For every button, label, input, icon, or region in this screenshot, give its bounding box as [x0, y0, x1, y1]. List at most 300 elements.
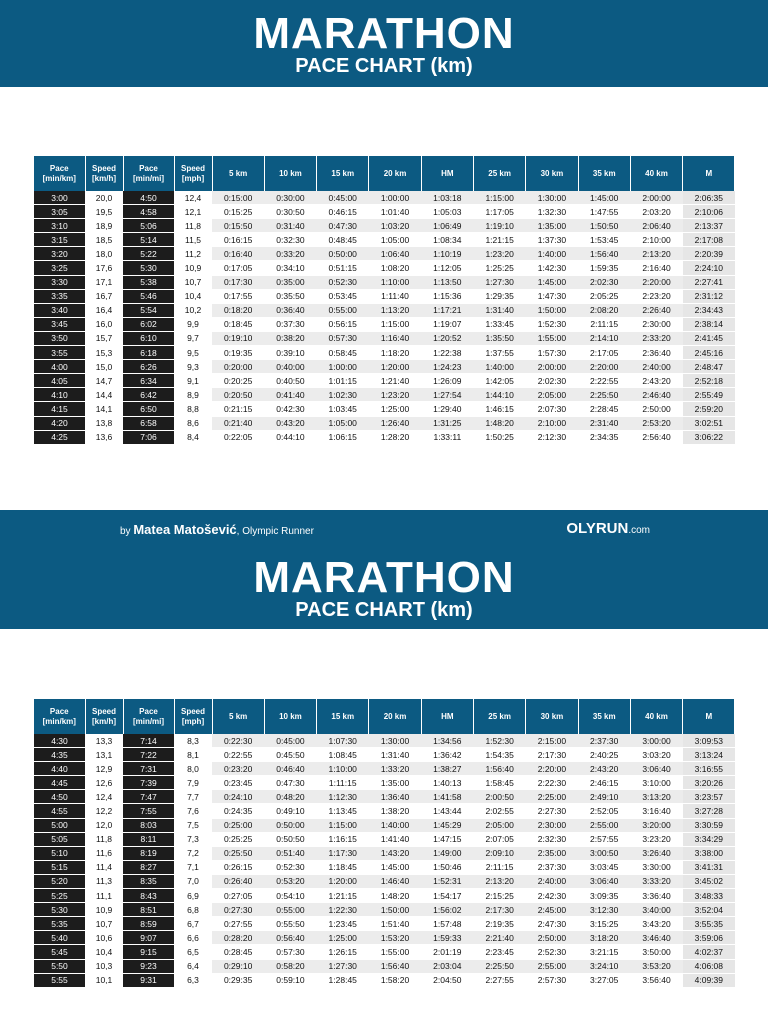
table-cell: 3:53:20 [630, 959, 682, 973]
table-cell: 1:37:55 [473, 346, 525, 360]
table-cell: 0:55:50 [264, 917, 316, 931]
table-cell: 2:31:40 [578, 416, 630, 430]
table-cell: 1:01:15 [317, 374, 369, 388]
table-cell: 3:40 [34, 303, 85, 317]
table-cell: 4:50 [34, 790, 85, 804]
table-cell: 11,1 [85, 889, 123, 903]
table-row [34, 416, 735, 430]
table-cell: 0:22:55 [212, 748, 264, 762]
table-cell: 9:15 [123, 945, 174, 959]
table-cell: 2:17:05 [578, 346, 630, 360]
table-cell: 1:33:20 [369, 762, 421, 776]
table-cell: 2:26:40 [630, 303, 682, 317]
column-header-unit: [min/km] [42, 173, 76, 183]
table-cell: 7:22 [123, 748, 174, 762]
table-cell: 14,4 [85, 388, 123, 402]
table-cell: 4:02:37 [683, 945, 735, 959]
table-cell: 8,6 [174, 416, 212, 430]
table-cell: 1:48:20 [369, 889, 421, 903]
table-cell: 6,3 [174, 973, 212, 987]
table-cell: 15,7 [85, 331, 123, 345]
table-cell: 0:21:15 [212, 402, 264, 416]
table-row [34, 748, 735, 762]
table-cell: 3:02:51 [683, 416, 735, 430]
table-cell: 1:46:15 [473, 402, 525, 416]
table-cell: 2:40:25 [578, 748, 630, 762]
table-cell: 3:16:55 [683, 762, 735, 776]
column-header-label: Pace [139, 706, 158, 716]
table-cell: 1:30:00 [369, 734, 421, 748]
column-header-label: 30 km [540, 168, 564, 178]
pace-table-1 [34, 156, 735, 445]
table-cell: 2:25:50 [473, 959, 525, 973]
table-cell: 0:27:05 [212, 889, 264, 903]
table-cell: 2:20:00 [630, 275, 682, 289]
table-row [34, 374, 735, 388]
table-cell: 0:15:25 [212, 205, 264, 219]
table-cell: 1:06:15 [317, 430, 369, 444]
table-cell: 2:13:20 [473, 874, 525, 888]
table-cell: 1:21:40 [369, 374, 421, 388]
table-cell: 1:17:30 [317, 846, 369, 860]
table-cell: 1:54:17 [421, 889, 473, 903]
table-cell: 1:40:00 [526, 247, 578, 261]
table-cell: 1:03:45 [317, 402, 369, 416]
column-header-label: 15 km [331, 711, 355, 721]
column-header-label: 5 km [229, 168, 248, 178]
table-cell: 2:06:40 [630, 219, 682, 233]
table-cell: 2:11:15 [578, 317, 630, 331]
table-cell: 2:57:55 [578, 832, 630, 846]
table-cell: 2:06:35 [683, 191, 735, 205]
table-cell: 11,3 [85, 874, 123, 888]
table-cell: 0:32:30 [264, 233, 316, 247]
table-cell: 1:52:30 [473, 734, 525, 748]
table-cell: 3:30:00 [630, 860, 682, 874]
table-cell: 1:31:40 [473, 303, 525, 317]
table-cell: 8:35 [123, 874, 174, 888]
table-cell: 1:18:45 [317, 860, 369, 874]
table-cell: 2:52:05 [578, 804, 630, 818]
table-cell: 1:25:25 [473, 261, 525, 275]
table-cell: 1:17:05 [473, 205, 525, 219]
table-cell: 3:06:40 [578, 874, 630, 888]
table-cell: 0:20:25 [212, 374, 264, 388]
table-cell: 0:48:45 [317, 233, 369, 247]
table-cell: 0:25:00 [212, 818, 264, 832]
table-cell: 9:31 [123, 973, 174, 987]
table-cell: 1:10:19 [421, 247, 473, 261]
table-cell: 1:53:45 [578, 233, 630, 247]
table-cell: 10,6 [85, 931, 123, 945]
table-cell: 1:49:00 [421, 846, 473, 860]
table-cell: 0:54:10 [264, 889, 316, 903]
table-cell: 2:02:30 [526, 374, 578, 388]
table-cell: 10,3 [85, 959, 123, 973]
table-cell: 1:03:18 [421, 191, 473, 205]
table-cell: 3:16:40 [630, 804, 682, 818]
column-header-unit: [min/mi] [132, 173, 165, 183]
table-cell: 2:02:30 [578, 275, 630, 289]
column-header [85, 699, 123, 734]
column-header [369, 699, 421, 734]
table-cell: 3:00:50 [578, 846, 630, 860]
table-cell: 2:49:10 [578, 790, 630, 804]
table-cell: 1:08:20 [369, 261, 421, 275]
table-cell: 0:52:30 [264, 860, 316, 874]
table-cell: 1:27:54 [421, 388, 473, 402]
author-credit [120, 522, 314, 537]
table-cell: 7:47 [123, 790, 174, 804]
table-cell: 2:50:00 [630, 402, 682, 416]
table-cell: 5:10 [34, 846, 85, 860]
table-cell: 1:32:30 [526, 205, 578, 219]
column-header [264, 699, 316, 734]
column-header-label: 15 km [331, 168, 355, 178]
table-cell: 1:23:45 [317, 917, 369, 931]
table-cell: 2:22:30 [526, 776, 578, 790]
table-cell: 0:45:50 [264, 748, 316, 762]
table-row [34, 889, 735, 903]
table-cell: 1:36:40 [369, 790, 421, 804]
table-cell: 0:18:45 [212, 317, 264, 331]
page-subtitle-2: PACE CHART (km) [295, 599, 473, 621]
header-banner [0, 0, 768, 87]
table-cell: 2:27:41 [683, 275, 735, 289]
table-cell: 0:22:30 [212, 734, 264, 748]
table-cell: 1:08:45 [317, 748, 369, 762]
column-header-label: 20 km [383, 711, 407, 721]
table-cell: 5:06 [123, 219, 174, 233]
column-header-label: 10 km [279, 168, 302, 178]
table-cell: 1:57:30 [526, 346, 578, 360]
table-cell: 2:24:10 [683, 261, 735, 275]
column-header [317, 699, 369, 734]
table-cell: 1:15:00 [317, 818, 369, 832]
table-cell: 11,4 [85, 860, 123, 874]
table-cell: 2:30:00 [526, 818, 578, 832]
column-header [174, 156, 212, 191]
table-cell: 0:39:10 [264, 346, 316, 360]
table-cell: 1:35:00 [526, 219, 578, 233]
table-cell: 3:46:40 [630, 931, 682, 945]
table-cell: 3:18:20 [578, 931, 630, 945]
page-subtitle: PACE CHART (km) [295, 55, 473, 77]
table-cell: 0:58:20 [264, 959, 316, 973]
table-cell: 8,3 [174, 734, 212, 748]
table-cell: 2:45:00 [526, 903, 578, 917]
table-cell: 1:27:30 [317, 959, 369, 973]
table-cell: 1:55:00 [369, 945, 421, 959]
table-cell: 7,0 [174, 874, 212, 888]
table-row [34, 430, 735, 444]
table-cell: 5:55 [34, 973, 85, 987]
table-cell: 13,3 [85, 734, 123, 748]
table-cell: 6,4 [174, 959, 212, 973]
table-row [34, 776, 735, 790]
table-cell: 18,0 [85, 247, 123, 261]
column-header-label: Pace [139, 163, 158, 173]
table-row [34, 191, 735, 205]
column-header-label: Pace [49, 163, 69, 173]
table-cell: 0:19:35 [212, 346, 264, 360]
table-cell: 5:30 [34, 903, 85, 917]
table-cell: 11,8 [174, 219, 212, 233]
table-cell: 3:38:00 [683, 846, 735, 860]
table-cell: 3:50 [34, 331, 85, 345]
column-header [473, 156, 525, 191]
table-cell: 3:13:24 [683, 748, 735, 762]
table-row [34, 317, 735, 331]
table-row [34, 903, 735, 917]
table-cell: 0:45:00 [264, 734, 316, 748]
column-header-label: 25 km [488, 711, 511, 721]
column-header [34, 156, 85, 191]
table-cell: 0:36:40 [264, 303, 316, 317]
table-cell: 0:50:00 [317, 247, 369, 261]
table-cell: 0:24:10 [212, 790, 264, 804]
table-cell: 6,8 [174, 903, 212, 917]
table-cell: 1:59:33 [421, 931, 473, 945]
column-header-label: 35 km [592, 711, 616, 721]
table-cell: 7:39 [123, 776, 174, 790]
table-row [34, 261, 735, 275]
table-cell: 2:47:30 [526, 917, 578, 931]
table-cell: 2:55:49 [683, 388, 735, 402]
table-cell: 2:16:40 [630, 261, 682, 275]
table-cell: 13,6 [85, 430, 123, 444]
table-cell: 2:33:20 [630, 331, 682, 345]
table-cell: 5:22 [123, 247, 174, 261]
table-cell: 1:29:35 [473, 289, 525, 303]
table-row [34, 762, 735, 776]
column-header [317, 156, 369, 191]
table-cell: 1:41:40 [369, 832, 421, 846]
column-header [473, 699, 525, 734]
column-header-unit: [km/h] [92, 716, 116, 726]
table-cell: 3:03:20 [630, 748, 682, 762]
table-cell: 2:46:15 [578, 776, 630, 790]
table-cell: 2:17:30 [473, 903, 525, 917]
table-cell: 6:50 [123, 402, 174, 416]
column-header [212, 699, 264, 734]
table-row [34, 874, 735, 888]
table-cell: 5:50 [34, 959, 85, 973]
table-row [34, 331, 735, 345]
table-cell: 3:48:33 [683, 889, 735, 903]
table-cell: 2:40:00 [526, 874, 578, 888]
table-cell: 0:26:15 [212, 860, 264, 874]
table-cell: 0:50:00 [264, 818, 316, 832]
table-cell: 1:50:25 [473, 430, 525, 444]
table-cell: 1:28:45 [317, 973, 369, 987]
table-cell: 0:25:25 [212, 832, 264, 846]
table-cell: 10,9 [174, 261, 212, 275]
table-cell: 1:05:00 [369, 233, 421, 247]
table-cell: 2:07:30 [526, 402, 578, 416]
table-cell: 0:35:00 [264, 275, 316, 289]
table-cell: 0:30:00 [264, 191, 316, 205]
table-cell: 0:51:15 [317, 261, 369, 275]
table-cell: 3:21:15 [578, 945, 630, 959]
column-header-label: Speed [180, 706, 205, 716]
table-row [34, 346, 735, 360]
column-header-label: Speed [91, 706, 116, 716]
table-cell: 10,9 [85, 903, 123, 917]
table-cell: 1:23:20 [473, 247, 525, 261]
table-cell: 5:38 [123, 275, 174, 289]
table-cell: 1:50:00 [369, 903, 421, 917]
table-cell: 13,8 [85, 416, 123, 430]
table-cell: 10,7 [174, 275, 212, 289]
column-header [123, 699, 174, 734]
column-header [683, 156, 735, 191]
table-cell: 6:34 [123, 374, 174, 388]
table-row [34, 233, 735, 247]
table-cell: 14,1 [85, 402, 123, 416]
table-cell: 2:37:30 [578, 734, 630, 748]
column-header-label: 40 km [645, 711, 668, 721]
table-cell: 3:27:28 [683, 804, 735, 818]
table-cell: 0:17:55 [212, 289, 264, 303]
table-cell: 2:10:06 [683, 205, 735, 219]
table-cell: 10,4 [174, 289, 212, 303]
table-cell: 1:42:05 [473, 374, 525, 388]
table-cell: 7,1 [174, 860, 212, 874]
column-header [630, 156, 682, 191]
table-cell: 11,8 [85, 832, 123, 846]
table-cell: 3:41:31 [683, 860, 735, 874]
table-row [34, 860, 735, 874]
table-cell: 0:40:00 [264, 360, 316, 374]
table-cell: 3:20 [34, 247, 85, 261]
column-header-label: 5 km [229, 711, 248, 721]
table-cell: 3:12:30 [578, 903, 630, 917]
pace-table-2 [34, 699, 735, 988]
table-cell: 0:17:05 [212, 261, 264, 275]
table-cell: 3:56:40 [630, 973, 682, 987]
table-cell: 0:19:10 [212, 331, 264, 345]
table-cell: 1:11:15 [317, 776, 369, 790]
table-cell: 0:46:40 [264, 762, 316, 776]
table-cell: 1:35:00 [369, 776, 421, 790]
table-cell: 2:27:55 [473, 973, 525, 987]
table-cell: 0:47:30 [317, 219, 369, 233]
table-cell: 6:18 [123, 346, 174, 360]
table-cell: 1:38:27 [421, 762, 473, 776]
table-cell: 2:59:20 [683, 402, 735, 416]
table-cell: 5:05 [34, 832, 85, 846]
table-cell: 2:13:37 [683, 219, 735, 233]
table-cell: 2:55:00 [578, 818, 630, 832]
table-cell: 4:05 [34, 374, 85, 388]
site-logo[interactable] [566, 520, 650, 537]
table-cell: 0:28:20 [212, 931, 264, 945]
table-cell: 1:24:23 [421, 360, 473, 374]
column-header-unit: [mph] [181, 173, 205, 183]
table-row [34, 832, 735, 846]
table-cell: 1:33:45 [473, 317, 525, 331]
table-cell: 2:43:20 [630, 374, 682, 388]
table-cell: 1:02:30 [317, 388, 369, 402]
table-cell: 4:45 [34, 776, 85, 790]
table-cell: 2:52:30 [526, 945, 578, 959]
table-cell: 3:34:29 [683, 832, 735, 846]
table-cell: 3:27:05 [578, 973, 630, 987]
table-cell: 3:20:00 [630, 818, 682, 832]
table-row [34, 247, 735, 261]
column-header-label: HM [441, 711, 454, 721]
table-cell: 12,6 [85, 776, 123, 790]
table-cell: 0:30:50 [264, 205, 316, 219]
table-cell: 1:57:48 [421, 917, 473, 931]
table-cell: 19,5 [85, 205, 123, 219]
table-cell: 1:31:40 [369, 748, 421, 762]
table-cell: 1:21:15 [317, 889, 369, 903]
table-cell: 3:23:20 [630, 832, 682, 846]
table-cell: 0:31:40 [264, 219, 316, 233]
table-cell: 0:44:10 [264, 430, 316, 444]
table-cell: 18,9 [85, 219, 123, 233]
table-cell: 3:15 [34, 233, 85, 247]
table-cell: 1:05:00 [317, 416, 369, 430]
table-cell: 2:02:55 [473, 804, 525, 818]
column-header [578, 699, 630, 734]
table-cell: 0:33:20 [264, 247, 316, 261]
table-cell: 3:15:25 [578, 917, 630, 931]
table-cell: 1:21:15 [473, 233, 525, 247]
table-cell: 1:40:00 [369, 818, 421, 832]
table-cell: 0:16:40 [212, 247, 264, 261]
table-cell: 0:24:35 [212, 804, 264, 818]
table-cell: 1:53:20 [369, 931, 421, 945]
table-row [34, 388, 735, 402]
table-cell: 5:25 [34, 889, 85, 903]
table-cell: 2:50:00 [526, 931, 578, 945]
table-cell: 4:00 [34, 360, 85, 374]
table-cell: 1:17:21 [421, 303, 473, 317]
column-header [578, 156, 630, 191]
table-cell: 0:35:50 [264, 289, 316, 303]
table-cell: 4:30 [34, 734, 85, 748]
table-row [34, 402, 735, 416]
table-cell: 10,4 [85, 945, 123, 959]
table-cell: 0:34:10 [264, 261, 316, 275]
table-cell: 2:05:25 [578, 289, 630, 303]
table-cell: 1:26:09 [421, 374, 473, 388]
table-cell: 1:22:38 [421, 346, 473, 360]
column-header-unit: [min/mi] [132, 716, 165, 726]
table-cell: 1:40:00 [473, 360, 525, 374]
table-cell: 2:32:30 [526, 832, 578, 846]
table-cell: 2:55:00 [526, 959, 578, 973]
table-cell: 4:15 [34, 402, 85, 416]
table-cell: 2:37:30 [526, 860, 578, 874]
table-cell: 3:09:35 [578, 889, 630, 903]
table-cell: 0:29:10 [212, 959, 264, 973]
table-cell: 15,3 [85, 346, 123, 360]
table-header-row [34, 156, 735, 191]
table-cell: 2:00:00 [630, 191, 682, 205]
table-cell: 2:27:30 [526, 804, 578, 818]
table-cell: 16,7 [85, 289, 123, 303]
column-header-label: 25 km [488, 168, 511, 178]
table-cell: 2:23:45 [473, 945, 525, 959]
table-cell: 8:03 [123, 818, 174, 832]
table-cell: 1:43:44 [421, 804, 473, 818]
table-cell: 1:45:00 [578, 191, 630, 205]
table-row [34, 205, 735, 219]
